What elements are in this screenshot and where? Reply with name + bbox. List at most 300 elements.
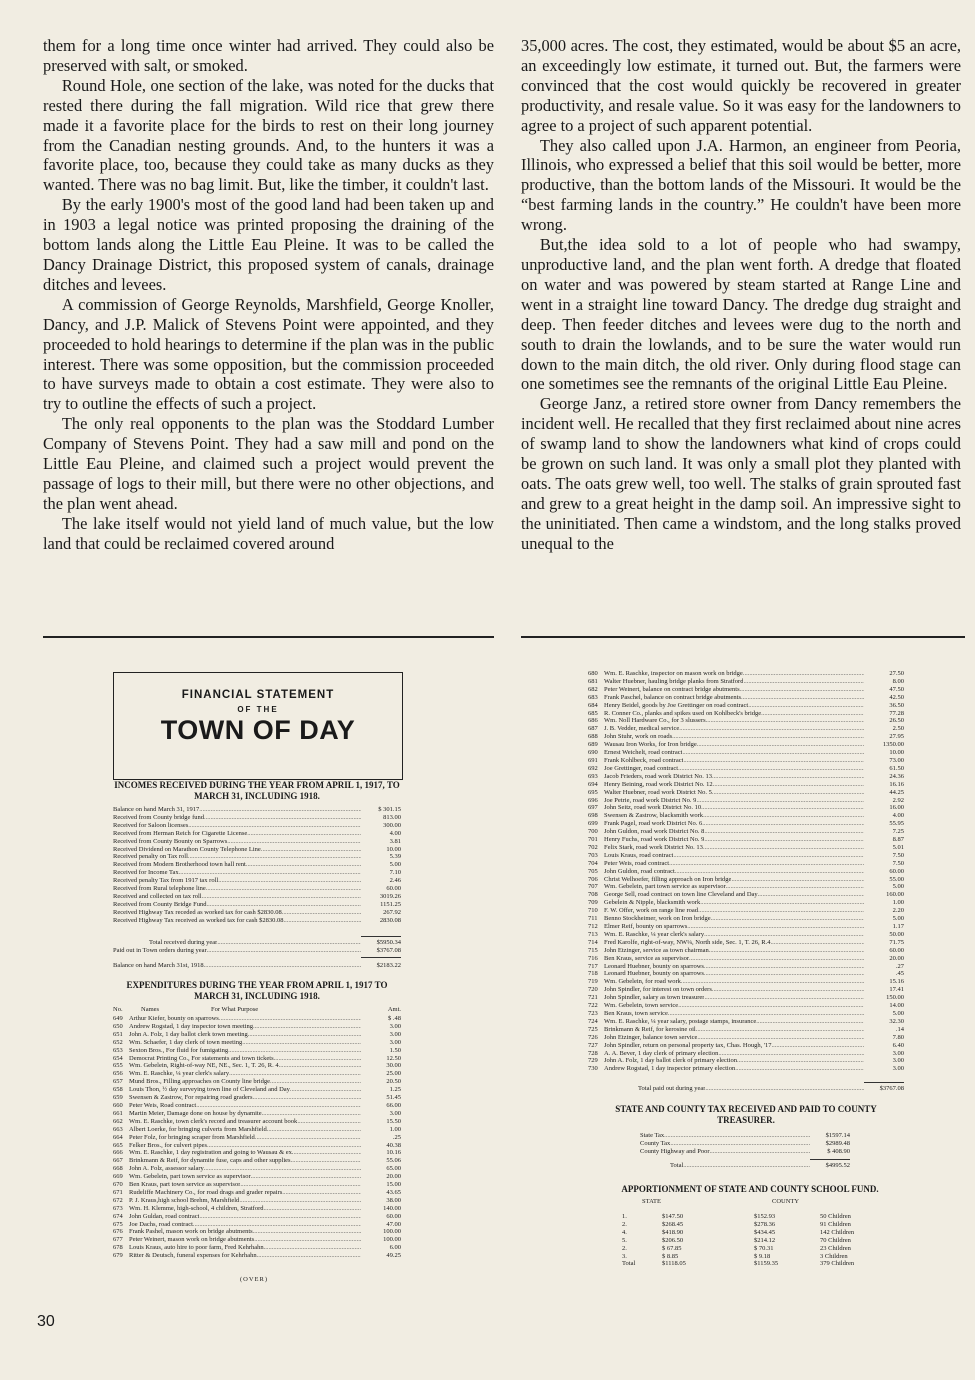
income-row (113, 861, 401, 869)
income-amount: 10.00 (386, 845, 401, 853)
statement-title: FINANCIAL STATEMENT (181, 689, 335, 701)
expenditure-amount: 77.28 (889, 709, 904, 717)
income-amount: 5.00 (389, 861, 401, 869)
expenditure-row (113, 1126, 401, 1134)
expenditure-row (113, 1228, 401, 1236)
order-number: 657 (113, 1078, 123, 1086)
order-number: 698 (588, 812, 598, 820)
expenditures-heading: EXPENDITURES DURING THE YEAR FROM APRIL 1, 1917 TO MARCH 31, INCLUDING 1918. (126, 980, 388, 1001)
expenditure-row (588, 717, 904, 725)
school-district: 1. (622, 1213, 627, 1220)
order-number: 658 (113, 1086, 123, 1094)
expenditure-amount: 3.00 (892, 1057, 904, 1065)
order-number: 671 (113, 1188, 123, 1196)
expenditure-text: Andrew Rogstad, 1 day inspector primary election (604, 1065, 736, 1073)
expenditures-left-table (113, 1015, 401, 1260)
school-table (620, 1213, 900, 1268)
article-paragraph: But,the idea sold to a lot of people who had swampy, unproductive land, and the plan went forth. A dredge that floated on water and was powered by steam started at Range Line and went in a straight line toward Dancy. The dredge dug straight and deep. Then feeder ditches and levees were dug to the north and south to drain the lowlands, and to be sure the water would run down to the main ditch, the old river. Only during flood stage can one sometimes see the remnants of the original Little Eau Pleine. (521, 235, 961, 394)
expenditure-amount: .45 (895, 970, 904, 978)
school-district: 2. (622, 1244, 627, 1252)
article-paragraph: A commission of George Reynolds, Marshfield, George Knoller, Dancy, and J.P. Malick of Stevens Point were appointed, and they proceeded to hold hearings to determine if the plan was in the public interest. There was some opposition, but the commission proceeded to have surveys made to obtain a cost estimate. They were also to try to outline the effects of such a project. (43, 294, 494, 414)
order-number: 691 (588, 756, 598, 764)
income-amount: 2830.08 (379, 916, 401, 924)
expenditure-row (588, 1034, 904, 1042)
order-number: 706 (588, 875, 598, 883)
expenditure-text: Wm. E. Raschke, 1 day registration and going to Wausau & ex. (129, 1149, 294, 1157)
school-row (620, 1260, 900, 1268)
expenditure-row (588, 804, 904, 812)
income-amount: 4.00 (389, 829, 401, 837)
order-number: 720 (588, 986, 598, 994)
order-number: 716 (588, 954, 598, 962)
income-label: Received penalty on Tax roll (113, 853, 188, 861)
expenditure-amount: 55.95 (889, 820, 904, 828)
expenditure-amount: 17.41 (889, 986, 904, 994)
school-row (620, 1237, 900, 1245)
expenditure-text: Wm. E. Raschke, ¼ year clerk's salary (604, 930, 705, 938)
order-number: 725 (588, 1025, 598, 1033)
income-amount: 267.92 (383, 908, 401, 916)
order-number: 690 (588, 749, 598, 757)
expenditure-row (588, 915, 904, 923)
order-number: 679 (113, 1252, 123, 1260)
school-col-headers (620, 1198, 900, 1206)
expenditure-amount: $ .48 (388, 1015, 401, 1022)
school-state: $ 67.85 (662, 1244, 682, 1252)
expenditure-text: Swensen & Zastrow, For repairing road graders (129, 1094, 253, 1102)
income-row (113, 853, 401, 861)
expenditure-amount: 40.38 (386, 1141, 401, 1149)
income-row (113, 838, 401, 846)
order-number: 714 (588, 938, 598, 946)
expenditure-row (588, 1065, 904, 1073)
expenditure-row (588, 733, 904, 741)
expenditure-text: Wm. Schaefer, 1 day clerk of town meeting (129, 1038, 243, 1046)
expenditure-amount: 44.25 (889, 788, 904, 796)
expenditure-amount: 66.00 (386, 1101, 401, 1109)
expenditure-amount: 8.87 (892, 836, 904, 844)
expenditure-amount: 38.00 (386, 1196, 401, 1204)
expenditure-row (588, 931, 904, 939)
expenditure-text: Andrew Rogstad, 1 day inspector town meeting (129, 1022, 254, 1030)
order-number: 667 (113, 1157, 123, 1165)
expenditure-amount: 50.00 (889, 930, 904, 938)
expenditure-amount: 20.00 (889, 954, 904, 962)
tax-label: County Tax (640, 1139, 671, 1147)
expenditure-amount: .27 (895, 962, 904, 970)
expenditure-text: Joe Dachs, road contract (129, 1220, 193, 1228)
expenditure-row (588, 1010, 904, 1018)
expenditure-text: P. J. Kraus,high school Brehm, Marshfield (129, 1196, 240, 1204)
expenditure-amount: 47.50 (889, 685, 904, 693)
article-paragraph: By the early 1900's most of the good land had been taken up and in 1903 a legal notice was printed proposing the draining of the bottom lands along the Little Eau Pleine. It was to be called the Dancy Drainage District, this proposed system of canals, drainage ditches and levees. (43, 195, 494, 294)
expenditure-text: Peter Weis, Road contract (129, 1101, 197, 1109)
income-row (113, 877, 401, 885)
expenditure-amount: 3.00 (389, 1030, 401, 1038)
expenditure-row (113, 1118, 401, 1126)
order-number: 709 (588, 899, 598, 907)
expenditure-amount: 14.00 (889, 1002, 904, 1010)
expenditure-text: Wm. Gebelein, for road work (604, 978, 681, 986)
expenditure-text: Louis Kraus, auto hire to poor farm, Fred Kehrhahn (129, 1244, 264, 1252)
expenditure-row (113, 1134, 401, 1142)
article-paragraph: George Janz, a retired store owner from Dancy remembers the incident well. He recalled that they first reclaimed about nine acres of swamp land to show the landowners what kind of crops could be grown on such land. It was only a small plot they planted with oats. The oats grew well, too well. The stalks of grain sprouted fast and grew to a great height in the damp soil. An impressive sight to the uninitiated. Then came a windstom, and the long stalks proved unequal to the (521, 394, 961, 553)
school-county: $ 70.31 (754, 1244, 774, 1252)
tax-amount: $1597.14 (825, 1132, 850, 1139)
expenditure-row (588, 899, 904, 907)
expenditure-row (113, 1062, 401, 1070)
expenditure-amount: 8.00 (892, 677, 904, 685)
expenditure-amount: 100.00 (383, 1228, 401, 1236)
expenditure-row (588, 963, 904, 971)
expenditure-row (113, 1031, 401, 1039)
expenditure-row (113, 1047, 401, 1055)
expenditure-row (113, 1110, 401, 1118)
expenditure-text: Frank Pagel, road work District No. 6 (604, 820, 703, 828)
order-number: 718 (588, 970, 598, 978)
expenditure-text: Arthur Kiefer, bounty on sparrows (129, 1015, 219, 1022)
expenditure-amount: 5.00 (892, 883, 904, 891)
expenditure-text: Wm. E. Raschke, town clerk's record and treasurer account book (129, 1117, 298, 1125)
expenditure-text: Felix Stark, road work District No. 13 (604, 843, 703, 851)
order-number: 672 (113, 1196, 123, 1204)
expenditure-text: Swensen & Zastrow, blacksmith work (604, 812, 704, 820)
order-number: 721 (588, 994, 598, 1002)
income-amount: $ 301.15 (378, 806, 401, 813)
expenditure-row (588, 1018, 904, 1026)
expenditure-amount: 3.00 (892, 1049, 904, 1057)
tax-row (640, 1132, 850, 1140)
expenditure-text: Sexton Bros., For fluid for fumigating (129, 1046, 229, 1054)
order-number: 653 (113, 1046, 123, 1054)
expenditure-row (588, 773, 904, 781)
col-names: Names (141, 1006, 160, 1013)
income-amount: 2.46 (389, 877, 401, 885)
state-county-table (640, 1132, 850, 1156)
expenditure-text: John Guldon, road work District No. 8 (604, 828, 705, 836)
expenditure-text: Wm. Noll Hardware Co., for 3 slussers (604, 717, 706, 725)
order-number: 677 (113, 1236, 123, 1244)
expenditure-amount: 61.50 (889, 764, 904, 772)
order-number: 700 (588, 828, 598, 836)
expenditure-amount: 10.00 (889, 749, 904, 757)
expenditure-amount: 51.45 (386, 1094, 401, 1102)
order-number: 710 (588, 907, 598, 915)
order-number: 712 (588, 923, 598, 930)
expenditure-row (588, 923, 904, 931)
expenditure-amount: 73.00 (889, 756, 904, 764)
expenditure-amount: 1.50 (389, 1046, 401, 1054)
expenditure-text: John Spindler, return on personal property tax, Chas. Hough, '17 (604, 1041, 772, 1049)
income-row (113, 869, 401, 877)
income-label: Received penalty Tax from 1917 tax roll (113, 877, 219, 885)
expenditure-text: George Sell, road contract on town line Cleveland and Day (604, 891, 758, 899)
expenditure-row (113, 1039, 401, 1047)
income-label: Received and collected on tax roll (113, 892, 202, 900)
school-state: $1118.05 (662, 1260, 686, 1268)
order-number: 682 (588, 685, 598, 693)
income-label: Received for Income Tax (113, 869, 179, 877)
order-number: 686 (588, 717, 598, 725)
expenditure-amount: 1350.00 (882, 741, 904, 749)
order-number: 650 (113, 1022, 123, 1030)
expenditure-text: Frank Paschel, balance on contract bridge abutments (604, 693, 741, 701)
order-number: 694 (588, 780, 598, 788)
income-label: Received for Saloon licenses (113, 821, 189, 829)
school-county: $214.12 (754, 1236, 776, 1244)
expenditure-amount: 3.00 (892, 1065, 904, 1073)
order-number: 673 (113, 1204, 123, 1212)
school-district: Total (622, 1260, 636, 1268)
expenditure-row (588, 955, 904, 963)
expenditure-text: John Seitz, road work District No. 10 (604, 804, 702, 812)
expenditure-text: Ernest Weichelt, road contract (604, 749, 683, 757)
expenditure-amount: 16.00 (889, 804, 904, 812)
expenditure-amount: 20.00 (386, 1173, 401, 1181)
school-county: $ 9.18 (754, 1252, 771, 1260)
expenditure-amount: 7.50 (892, 851, 904, 859)
expenditure-text: Frank Pashel, mason work on bridge abutments (129, 1228, 253, 1236)
expenditure-row (113, 1070, 401, 1078)
expenditure-text: Peter Folz, for bringing scraper from Marshfield (129, 1133, 255, 1141)
expenditure-amount: .25 (392, 1133, 401, 1141)
order-number: 668 (113, 1165, 123, 1173)
income-label: Received from Herman Reich for Cigarette License (113, 829, 248, 837)
expenditure-row (113, 1205, 401, 1213)
expenditure-text: Louis Kraus, road contract (604, 851, 674, 859)
expenditure-amount: 27.50 (889, 670, 904, 677)
expenditure-text: Peter Weis, road contract (604, 859, 670, 867)
expenditure-row (588, 702, 904, 710)
school-district: 4. (622, 1228, 627, 1236)
expenditure-amount: 3.00 (389, 1038, 401, 1046)
expenditure-amount: 7.80 (892, 1033, 904, 1041)
expenditure-amount: 5.00 (892, 915, 904, 923)
expenditure-amount: 65.00 (386, 1165, 401, 1173)
income-label: Received from Rural telephone line (113, 885, 206, 893)
income-amount: 7.10 (389, 869, 401, 877)
statement-title-box (113, 672, 403, 780)
order-number: 661 (113, 1109, 123, 1117)
expenditure-row (113, 1213, 401, 1221)
expenditure-row (113, 1181, 401, 1189)
expenditure-text: J. B. Vedder, medical service (604, 725, 680, 733)
paid-out-row: Paid out in Town orders during year ..... $3767.08 (113, 947, 401, 955)
school-col-county: COUNTY (772, 1198, 800, 1205)
order-number: 662 (113, 1117, 123, 1125)
expenditure-text: R. Conner Co., planks and spikes used on Kohlbeck's bridge (604, 709, 762, 717)
school-children: 3 Children (820, 1252, 848, 1260)
order-number: 663 (113, 1125, 123, 1133)
expenditure-amount: 30.00 (386, 1062, 401, 1070)
expenditure-text: Peter Weinert, mason work on bridge abutments (129, 1236, 255, 1244)
school-children: 23 Children (820, 1244, 851, 1252)
expenditure-row (588, 844, 904, 852)
school-children: 91 Children (820, 1220, 851, 1228)
order-number: 711 (588, 915, 598, 923)
order-number: 664 (113, 1133, 123, 1141)
expenditure-row (588, 970, 904, 978)
order-number: 717 (588, 962, 598, 970)
school-state: $268.45 (662, 1220, 684, 1228)
expenditure-row (588, 868, 904, 876)
order-number: 649 (113, 1015, 123, 1022)
order-number: 695 (588, 788, 598, 796)
expenditure-row (588, 883, 904, 891)
expenditure-text: Henry Beidel, goods by Joe Grettinger on road contract (604, 701, 749, 709)
incomes-heading: INCOMES RECEIVED DURING THE YEAR FROM APRIL 1, 1917, TO MARCH 31, INCLUDING 1918. (114, 780, 400, 801)
order-number: 674 (113, 1212, 123, 1220)
expenditures-right-table (588, 670, 904, 1073)
expenditure-row (113, 1149, 401, 1157)
school-row (620, 1245, 900, 1253)
expenditure-amount: 47.00 (386, 1220, 401, 1228)
expenditure-amount: 43.65 (386, 1188, 401, 1196)
order-number: 699 (588, 820, 598, 828)
expenditure-row (588, 939, 904, 947)
expenditure-text: A. A. Bever, 1 day clerk of primary election (604, 1049, 719, 1057)
school-county: $434.45 (754, 1228, 776, 1236)
tax-label: County Highway and Poor (640, 1147, 710, 1155)
order-number: 659 (113, 1094, 123, 1102)
order-number: 654 (113, 1054, 123, 1062)
tax-amount: $ 408.90 (827, 1147, 850, 1155)
expenditure-text: Ben Kraus, service as supervisor (604, 954, 690, 962)
order-number: 689 (588, 741, 598, 749)
expenditure-text: Wm. H. Klemme, high-school, 4 children, Stratford (129, 1204, 264, 1212)
expenditure-amount: 1.25 (389, 1086, 401, 1094)
expenditure-amount: 160.00 (886, 891, 904, 899)
income-label: Balance on hand March 31, 1917 (113, 806, 200, 813)
expenditure-row (588, 678, 904, 686)
expenditure-row (113, 1078, 401, 1086)
expenditure-text: John Guldan, road contract (129, 1212, 200, 1220)
expenditure-row (113, 1102, 401, 1110)
expenditure-amount: 15.00 (386, 1181, 401, 1189)
expenditure-amount: 49.25 (386, 1252, 401, 1260)
expenditure-row (588, 986, 904, 994)
expenditure-row (588, 749, 904, 757)
expenditure-row (588, 710, 904, 718)
expenditure-row (588, 694, 904, 702)
expenditure-text: Rudeliffe Machinery Co., for road drags and grader repairs (129, 1188, 283, 1196)
school-children: 50 Children (820, 1213, 851, 1220)
expenditure-row (588, 1042, 904, 1050)
expenditure-row (113, 1221, 401, 1229)
expenditure-row (113, 1244, 401, 1252)
expenditure-text: Ritter & Deutsch, funeral expenses for Kehrhahn (129, 1252, 257, 1260)
order-number: 696 (588, 796, 598, 804)
article-right-column (521, 36, 961, 554)
state-county-heading: STATE AND COUNTY TAX RECEIVED AND PAID TO COUNTY TREASURER. (615, 1104, 877, 1125)
column-rule-left (43, 636, 494, 638)
expenditure-text: Louis Thon, ½ day surveying town line of Cleveland and Day (129, 1086, 290, 1094)
article-paragraph: Round Hole, one section of the lake, was noted for the ducks that rested there during the fall migration. Wild rice that grew there made it a favorite place for the birds to rest on their long journey from the Canadian nesting grounds. And, to the hunters it was a favorite place, too, because they could take as many ducks as they wanted. There was no bag limit. But, like the timber, it couldn't last. (43, 75, 494, 195)
column-rule-right (521, 636, 965, 638)
order-number: 693 (588, 772, 598, 780)
expenditure-text: Wm. Gebelein, part town service as supervisor (129, 1173, 251, 1181)
article-paragraph: They also called upon J.A. Harmon, an engineer from Peoria, Illinois, who expressed a belief that this soil would be better, more productive, than the bottom lands of the Missouri. It would be the “best farming lands in the country.” He couldn't have been more wrong. (521, 135, 961, 235)
expenditure-text: John Etzinger, balance town service (604, 1033, 698, 1041)
expenditure-amount: 7.50 (892, 859, 904, 867)
order-number: 676 (113, 1228, 123, 1236)
order-number: 655 (113, 1062, 123, 1070)
expenditure-row (588, 1026, 904, 1034)
expenditure-amount: 27.95 (889, 733, 904, 741)
expenditure-row (588, 836, 904, 844)
income-amount: 3.81 (389, 837, 401, 845)
order-number: 692 (588, 764, 598, 772)
expenditure-row (588, 1057, 904, 1065)
statement-of: OF THE (237, 705, 279, 714)
order-number: 681 (588, 677, 598, 685)
income-label: Received Highway Tax receded as worked tax for cash $2830.08 (113, 908, 282, 916)
expenditure-amount: 25.00 (386, 1070, 401, 1078)
expenditure-row (588, 765, 904, 773)
expenditure-text: Walter Huebner, hauling bridge planks from Stratford (604, 677, 744, 685)
school-state: $147.50 (662, 1213, 684, 1220)
expenditure-amount: 60.00 (889, 946, 904, 954)
order-number: 705 (588, 867, 598, 875)
order-number: 683 (588, 693, 598, 701)
expenditure-text: Leonard Huebner, bounty on sparrows (604, 970, 704, 978)
col-no: No. (113, 1006, 123, 1013)
income-row (113, 830, 401, 838)
income-row (113, 806, 401, 814)
order-number: 704 (588, 859, 598, 867)
school-district: 2. (622, 1220, 627, 1228)
expenditure-amount: 1.17 (892, 923, 904, 930)
page-number: 30 (37, 1313, 55, 1330)
col-amt: Amt. (387, 1006, 401, 1013)
expenditure-text: Martin Meier, Damage done on house by dynamite (129, 1109, 262, 1117)
income-label: Received from County Bridge Fund (113, 900, 207, 908)
order-number: 713 (588, 930, 598, 938)
order-number: 722 (588, 1002, 598, 1010)
school-row (620, 1253, 900, 1261)
school-col-state: STATE (642, 1198, 661, 1205)
order-number: 684 (588, 701, 598, 709)
expenditure-amount: 15.50 (386, 1117, 401, 1125)
expenditure-amount: 15.16 (889, 978, 904, 986)
expenditure-row (113, 1086, 401, 1094)
income-row (113, 893, 401, 901)
expenditure-text: Henry Beining, road work District No. 12 (604, 780, 713, 788)
income-row (113, 846, 401, 854)
expenditure-row (588, 797, 904, 805)
expenditure-amount: 6.40 (892, 1041, 904, 1049)
expenditure-text: John A. Folz, assessor salary (129, 1165, 204, 1173)
expenditure-amount: 2.50 (892, 725, 904, 733)
tax-label: State Tax (640, 1132, 665, 1139)
order-number: 665 (113, 1141, 123, 1149)
expenditure-amount: 42.50 (889, 693, 904, 701)
expenditure-row (113, 1236, 401, 1244)
expenditure-text: Leonard Huebner, bounty on sparrows (604, 962, 704, 970)
expenditure-row (588, 978, 904, 986)
order-number: 728 (588, 1049, 598, 1057)
expenditure-amount: 1.00 (389, 1125, 401, 1133)
order-number: 666 (113, 1149, 123, 1157)
expenditure-amount: 60.00 (889, 867, 904, 875)
order-number: 675 (113, 1220, 123, 1228)
order-number: 697 (588, 804, 598, 812)
income-amount: 5.39 (389, 853, 401, 861)
income-amount: 3019.26 (379, 892, 401, 900)
order-number: 656 (113, 1070, 123, 1078)
expenditure-text: Felker Bros., for culvert pipes (129, 1141, 207, 1149)
order-number: 651 (113, 1030, 123, 1038)
